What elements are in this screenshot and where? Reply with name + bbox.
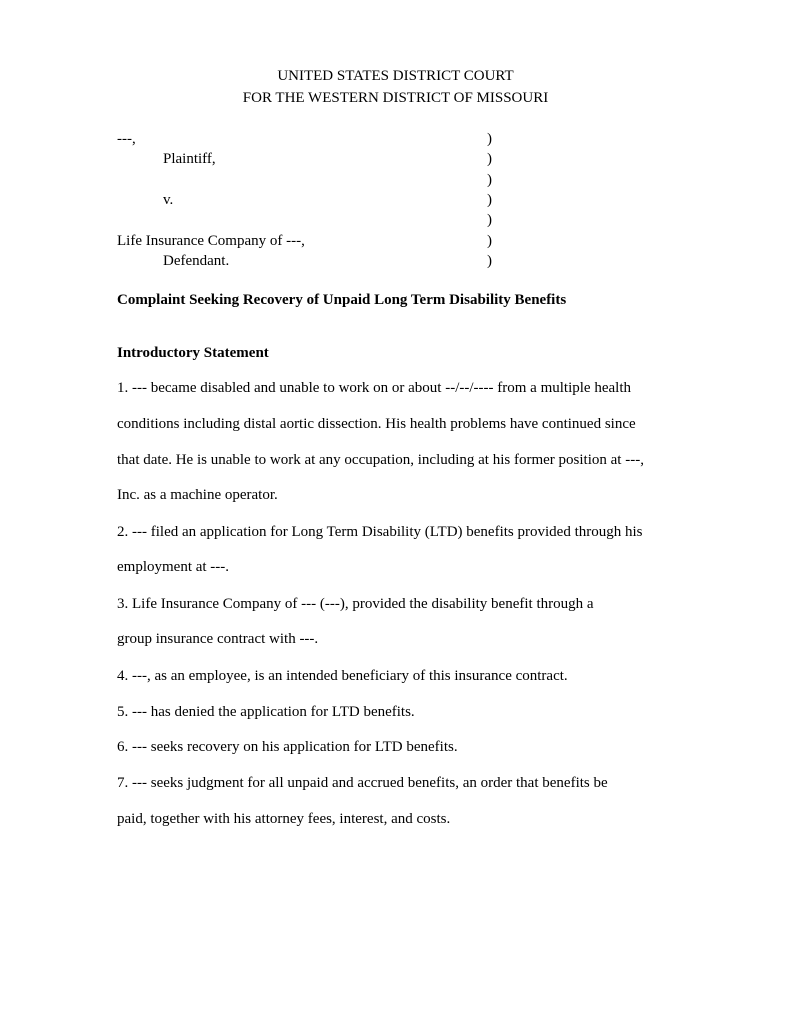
plaintiff-name: ---, xyxy=(117,131,136,147)
body-line: employment at ---. xyxy=(117,559,230,575)
body-line: 6. --- seeks recovery on his application for LTD benefits. xyxy=(117,739,458,755)
body-line: Inc. as a machine operator. xyxy=(117,487,278,503)
caption-paren: ) xyxy=(487,151,492,167)
body-line: paid, together with his attorney fees, interest, and costs. xyxy=(117,811,451,827)
court-name: UNITED STATES DISTRICT COURT xyxy=(277,68,514,84)
caption-paren: ) xyxy=(487,172,492,188)
body-line: 7. --- seeks judgment for all unpaid and accrued benefits, an order that benefits be xyxy=(117,775,608,791)
caption-paren: ) xyxy=(487,233,492,249)
section-heading: Introductory Statement xyxy=(117,345,269,361)
plaintiff-label: Plaintiff, xyxy=(163,151,216,167)
body-line: 3. Life Insurance Company of --- (---), provided the disability benefit through a xyxy=(117,596,594,612)
body-line: 2. --- filed an application for Long Term Disability (LTD) benefits provided through his xyxy=(117,524,643,540)
body-line: conditions including distal aortic dissection. His health problems have continued since xyxy=(117,416,636,432)
body-line: group insurance contract with ---. xyxy=(117,631,319,647)
court-district: FOR THE WESTERN DISTRICT OF MISSOURI xyxy=(242,90,549,106)
body-line: 1. --- became disabled and unable to work on or about --/--/---- from a multiple health xyxy=(117,380,631,396)
caption-paren: ) xyxy=(487,192,492,208)
caption-paren: ) xyxy=(487,131,492,147)
complaint-title: Complaint Seeking Recovery of Unpaid Long Term Disability Benefits xyxy=(117,292,567,308)
body-line: that date. He is unable to work at any occupation, including at his former position at ---, xyxy=(117,452,644,468)
versus-label: v. xyxy=(163,192,174,208)
defendant-label: Defendant. xyxy=(163,253,230,269)
body-line: 5. --- has denied the application for LTD benefits. xyxy=(117,704,415,720)
caption-paren: ) xyxy=(487,212,492,228)
defendant-name: Life Insurance Company of ---, xyxy=(117,233,305,249)
caption-paren: ) xyxy=(487,253,492,269)
body-line: 4. ---, as an employee, is an intended beneficiary of this insurance contract. xyxy=(117,668,568,684)
